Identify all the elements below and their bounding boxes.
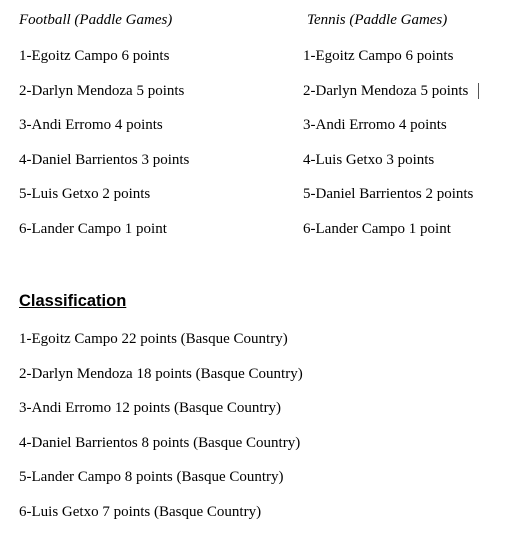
- football-rank-6: 6-Lander Campo 1 point: [19, 220, 167, 237]
- classification-rank-5: 5-Lander Campo 8 points (Basque Country): [19, 469, 284, 486]
- tennis-ranking-list: [303, 47, 473, 255]
- classification-list: [19, 330, 303, 538]
- text-cursor: [478, 83, 479, 99]
- tennis-rank-4: 4-Luis Getxo 3 points: [303, 151, 435, 168]
- football-rank-1: 1-Egoitz Campo 6 points: [19, 48, 170, 64]
- tennis-rank-3: 3-Andi Erromo 4 points: [303, 117, 447, 134]
- tennis-heading: Tennis (Paddle Games): [307, 12, 448, 28]
- football-ranking-list: [19, 47, 189, 255]
- tennis-rank-2: 2-Darlyn Mendoza 5 points: [303, 82, 469, 99]
- classification-rank-6: 6-Luis Getxo 7 points (Basque Country): [19, 503, 262, 520]
- football-rank-5: 5-Luis Getxo 2 points: [19, 186, 151, 203]
- football-rank-2: 2-Darlyn Mendoza 5 points: [19, 82, 185, 99]
- tennis-rank-5: 5-Daniel Barrientos 2 points: [303, 186, 474, 203]
- football-heading: Football (Paddle Games): [19, 12, 173, 28]
- classification-rank-2: 2-Darlyn Mendoza 18 points (Basque Country): [19, 365, 303, 382]
- classification-heading: Classification: [19, 292, 127, 310]
- tennis-rank-6: 6-Lander Campo 1 point: [303, 220, 451, 237]
- football-rank-3: 3-Andi Erromo 4 points: [19, 117, 163, 134]
- classification-rank-3: 3-Andi Erromo 12 points (Basque Country): [19, 400, 282, 417]
- tennis-rank-1: 1-Egoitz Campo 6 points: [303, 48, 454, 64]
- classification-rank-1: 1-Egoitz Campo 22 points (Basque Country): [19, 331, 288, 347]
- classification-rank-4: 4-Daniel Barrientos 8 points (Basque Country): [19, 434, 301, 451]
- football-rank-4: 4-Daniel Barrientos 3 points: [19, 151, 190, 168]
